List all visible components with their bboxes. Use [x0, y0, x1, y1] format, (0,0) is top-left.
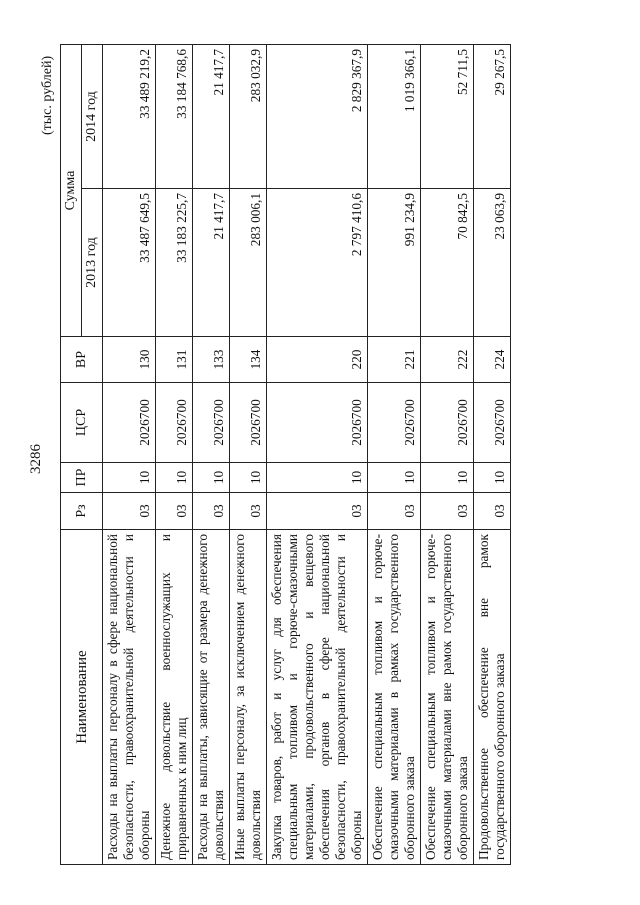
table-row [103, 45, 156, 865]
row-sum-2014: 2 829 367,9 [267, 45, 368, 189]
header-vr: ВР [61, 337, 103, 383]
row-vr: 130 [103, 337, 156, 383]
header-sum: Сумма [61, 45, 82, 337]
row-sum-2013: 283 006,1 [230, 189, 267, 337]
row-sum-2014: 21 417,7 [193, 45, 230, 189]
header-rz: Рз [61, 493, 103, 530]
row-name: Денежное довольствие военнослужащих и приравненных к ним лиц [156, 530, 193, 865]
row-sum-2013: 33 183 225,7 [156, 189, 193, 337]
header-pr: ПР [61, 463, 103, 493]
row-csr: 2026700 [368, 383, 421, 463]
row-sum-2013: 33 487 649,5 [103, 189, 156, 337]
row-pr: 10 [103, 463, 156, 493]
row-sum-2014: 29 267,5 [474, 45, 511, 189]
header-year-2014: 2014 год [82, 45, 103, 189]
row-csr: 2026700 [421, 383, 474, 463]
row-csr: 2026700 [193, 383, 230, 463]
row-sum-2013: 991 234,9 [368, 189, 421, 337]
row-rz: 03 [267, 493, 368, 530]
row-rz: 03 [156, 493, 193, 530]
row-sum-2013: 23 063,9 [474, 189, 511, 337]
row-vr: 134 [230, 337, 267, 383]
row-csr: 2026700 [230, 383, 267, 463]
row-name: Иные выплаты персоналу, за исключением денежного довольствия [230, 530, 267, 865]
row-sum-2014: 52 711,5 [421, 45, 474, 189]
row-rz: 03 [474, 493, 511, 530]
table-row [368, 45, 421, 865]
row-rz: 03 [421, 493, 474, 530]
row-rz: 03 [368, 493, 421, 530]
row-rz: 03 [193, 493, 230, 530]
row-sum-2013: 70 842,5 [421, 189, 474, 337]
row-sum-2013: 2 797 410,6 [267, 189, 368, 337]
row-rz: 03 [103, 493, 156, 530]
row-vr: 131 [156, 337, 193, 383]
row-csr: 2026700 [156, 383, 193, 463]
header-name: Наименование [61, 530, 103, 865]
row-sum-2014: 1 019 366,1 [368, 45, 421, 189]
row-sum-2014: 33 489 219,2 [103, 45, 156, 189]
table-row [193, 45, 230, 865]
row-sum-2014: 283 032,9 [230, 45, 267, 189]
row-pr: 10 [421, 463, 474, 493]
table-header [61, 45, 103, 865]
header-csr: ЦСР [61, 383, 103, 463]
unit-note: (тыс. рублей) [40, 55, 55, 135]
row-vr: 133 [193, 337, 230, 383]
row-sum-2014: 33 184 768,6 [156, 45, 193, 189]
row-csr: 2026700 [103, 383, 156, 463]
table-row [267, 45, 368, 865]
row-csr: 2026700 [474, 383, 511, 463]
budget-table [60, 44, 511, 865]
table-row [474, 45, 511, 865]
row-name: Продовольственное обеспечение вне рамок государственного оборонного заказа [474, 530, 511, 865]
row-csr: 2026700 [267, 383, 368, 463]
row-pr: 10 [474, 463, 511, 493]
table-row [156, 45, 193, 865]
table-row [421, 45, 474, 865]
row-vr: 222 [421, 337, 474, 383]
row-vr: 220 [267, 337, 368, 383]
row-sum-2013: 21 417,7 [193, 189, 230, 337]
table-body [103, 45, 511, 865]
header-year-2013: 2013 год [82, 189, 103, 337]
table-row [230, 45, 267, 865]
row-name: Расходы на выплаты персоналу в сфере национальной безопасности, правоохранительной деятельности и обороны [103, 530, 156, 865]
row-name: Расходы на выплаты, зависящие от размера денежного довольствия [193, 530, 230, 865]
row-vr: 221 [368, 337, 421, 383]
row-pr: 10 [230, 463, 267, 493]
row-pr: 10 [193, 463, 230, 493]
row-vr: 224 [474, 337, 511, 383]
page-number: 3286 [28, 444, 44, 474]
row-name: Обеспечение специальным топливом и горюче-смазочными материалами в рамках государственного оборонного заказа [368, 530, 421, 865]
row-name: Обеспечение специальным топливом и горюче-смазочными материалами вне рамок государственного оборонного заказа [421, 530, 474, 865]
row-name: Закупка товаров, работ и услуг для обеспечения специальным топливом и горюче-смазочными материалами, продовольственного и вещевого обеспечения органов в сфере национальной безопасности, правоохранительной деятельности и обороны [267, 530, 368, 865]
row-pr: 10 [267, 463, 368, 493]
row-pr: 10 [156, 463, 193, 493]
row-rz: 03 [230, 493, 267, 530]
row-pr: 10 [368, 463, 421, 493]
